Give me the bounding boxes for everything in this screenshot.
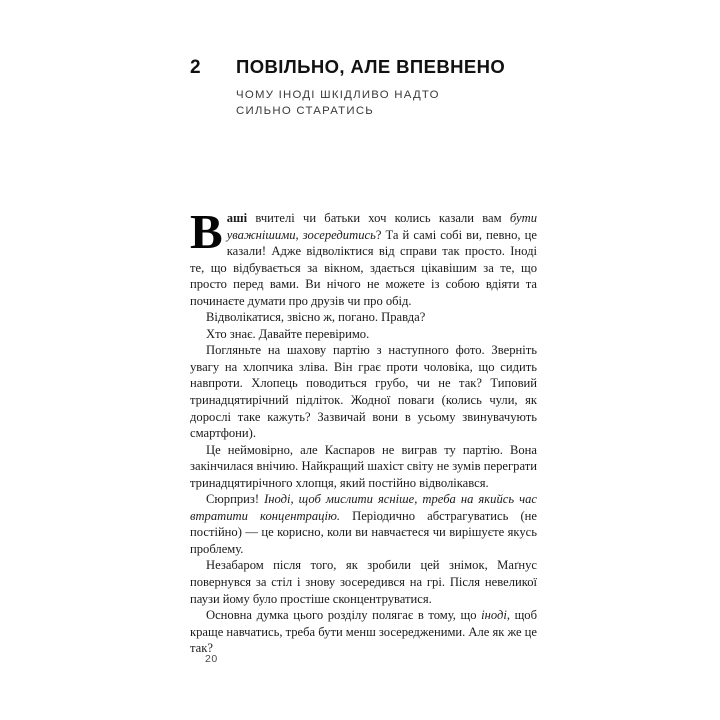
text-run-p1-2: ? Та й самі собі ви, певно, це казали! Адже відволіктися від справи так просто. Іноді те, що відбувається за вікном, здається цікавішим за те, що просто перед вами. Ви нічого не можете із собою вдіяти та починаєте думати про друзів чи про обід. [190, 227, 537, 308]
body-text-column [190, 204, 537, 657]
paragraph-p5 [190, 442, 537, 492]
text-run-p8-2: , щоб краще навчатись, треба бути менш зосередженими. Але як же це так? [190, 608, 537, 656]
text-run-p8-0: Основна думка цього розділу полягає в тому, що [206, 608, 482, 623]
chapter-heading [190, 58, 540, 119]
emphasis-run-p1-1: бути уважнішими, зосередитись [226, 211, 537, 242]
text-run-p5-0: Це неймовірно, але Каспаров не виграв ту партію. Вона закінчилася внічию. Найкращий шахіст світу не зумів переграти тринадцятирічного хлопця, який постійно відволікався. [190, 442, 537, 490]
drop-cap: В [190, 204, 223, 259]
paragraph-p4 [190, 342, 537, 441]
lead-in-text: аші [226, 211, 248, 225]
text-run-p2-0: Відволікатися, звісно ж, погано. Правда? [206, 310, 426, 325]
page-number: 20 [205, 653, 218, 665]
text-run-p6-0: Сюрприз! [206, 492, 265, 507]
chapter-number: 2 [190, 57, 201, 78]
paragraph-p2 [190, 309, 537, 326]
chapter-subtitle [236, 88, 540, 119]
text-run-p7-0: Незабаром після того, як зробили цей знімок, Маґнус повернувся за стіл і знову зосередився на грі. Після невеликої паузи йому було простіше сконцентруватися. [190, 558, 537, 606]
text-run-p1-0: вчителі чи батьки хоч колись казали вам [247, 211, 510, 225]
paragraph-p3 [190, 326, 537, 343]
text-run-p4-0: Погляньте на шахову партію з наступного фото. Зверніть увагу на хлопчика зліва. Він грає проти чоловіка, що сидить навпроти. Хлопець поводиться грубо, чи не так? Типовий тринадцятирічний підліток. Жодної поваги (колись чули, як дорослі таке кажуть? Зазвичай вони в усьому звинувачують смартфони). [190, 343, 537, 441]
paragraph-p7 [190, 557, 537, 607]
paragraph-p8 [190, 607, 537, 657]
chapter-subtitle-line-1: ЧОМУ ІНОДІ ШКІДЛИВО НАДТО [236, 89, 440, 101]
text-run-p3-0: Хто знає. Давайте перевіримо. [206, 326, 370, 341]
text-run-p6-2: Періодично абстрагуватись (не постійно) — це корисно, коли ви навчаєтеся чи вирішуєте якусь проблему. [190, 508, 537, 556]
paragraph-p1 [190, 204, 537, 309]
chapter-title-row [190, 58, 540, 77]
emphasis-run-p6-1: Іноді, щоб мислити ясніше, треба на якийсь час втратити концентрацію. [190, 492, 537, 523]
chapter-subtitle-line-2: СИЛЬНО СТАРАТИСЬ [236, 104, 375, 117]
emphasis-run-p8-1: іноді [481, 608, 507, 623]
paragraph-p6 [190, 491, 537, 557]
chapter-title: ПОВІЛЬНО, АЛЕ ВПЕВНЕНО [236, 56, 506, 77]
